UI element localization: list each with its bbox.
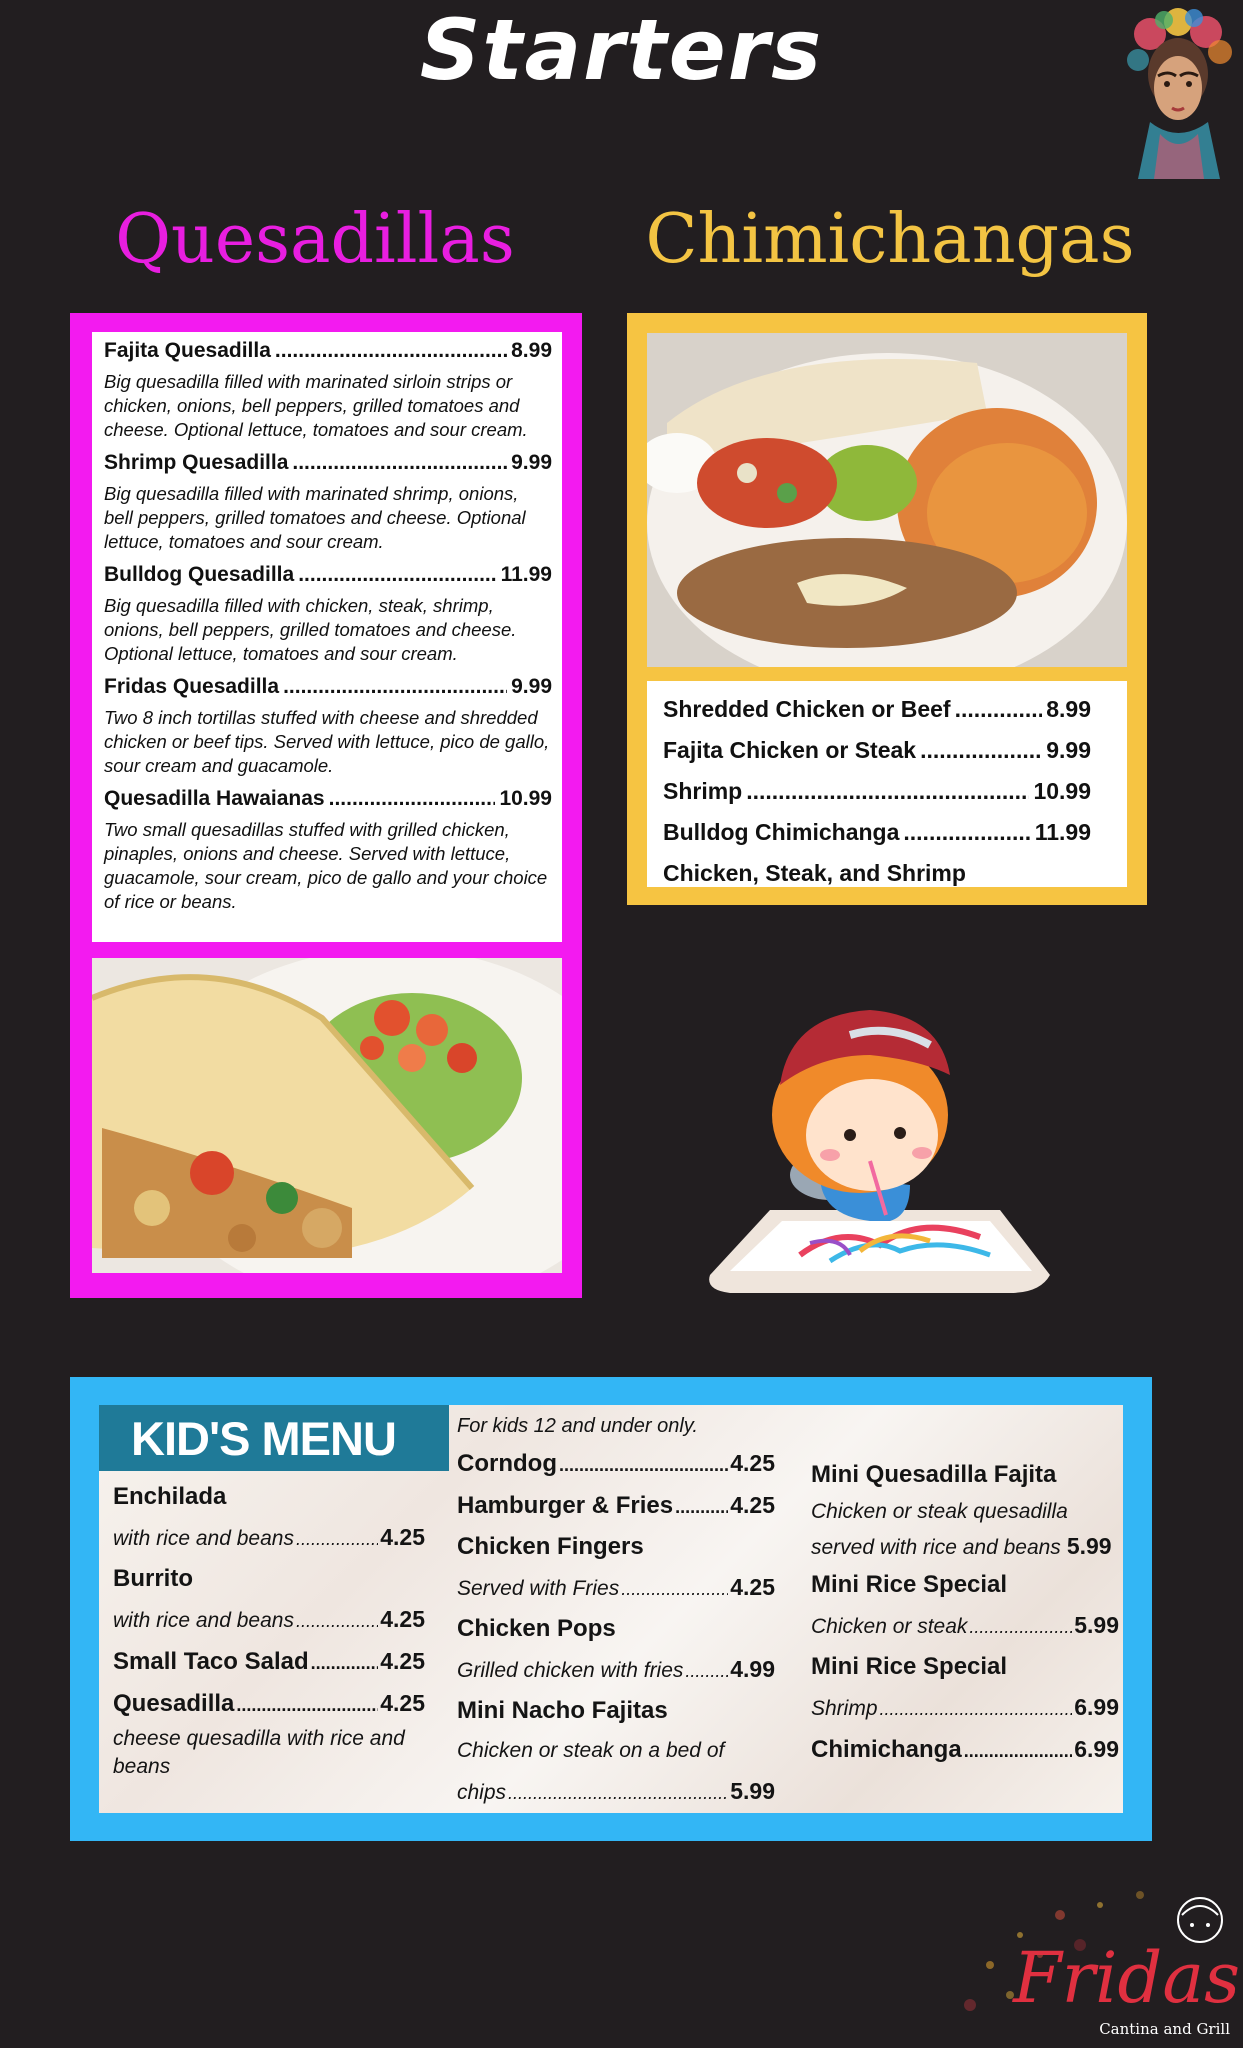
list-item bbox=[663, 730, 1091, 771]
item-description: Two 8 inch tortillas stuffed with cheese and shredded chicken or beef tips. Served with lettuce, pico de gallo, sour cream and guacamole. bbox=[104, 707, 550, 776]
kids-menu-column-2 bbox=[457, 1409, 775, 1813]
logo-name: Fridas bbox=[1013, 1937, 1240, 2019]
item-name: Corndog bbox=[457, 1450, 557, 1477]
item-name: Mini Quesadilla Fajita bbox=[811, 1461, 1057, 1488]
item-name: Chimichanga bbox=[811, 1736, 962, 1763]
item-description: Served with Fries bbox=[457, 1577, 620, 1600]
list-item bbox=[663, 812, 1091, 853]
item-name: Fajita Chicken or Steak bbox=[663, 737, 917, 763]
list-item bbox=[113, 1641, 425, 1683]
item-name: Mini Rice Special bbox=[811, 1653, 1008, 1680]
quesadillas-list bbox=[92, 332, 562, 942]
item-price: 8.99 bbox=[511, 339, 552, 362]
list-item bbox=[104, 450, 552, 554]
item-name: Hamburger & Fries bbox=[457, 1492, 674, 1519]
kid-painting-icon bbox=[690, 975, 1060, 1305]
list-item bbox=[113, 1599, 425, 1641]
quesadilla-photo bbox=[92, 958, 562, 1273]
item-price: 6.99 bbox=[1074, 1736, 1119, 1762]
item-description: Grilled chicken with fries bbox=[457, 1659, 684, 1682]
kids-menu-note: For kids 12 and under only. bbox=[457, 1415, 698, 1437]
item-price: 10.99 bbox=[499, 787, 552, 810]
frida-portrait-icon bbox=[1120, 4, 1238, 184]
logo-subtitle: Cantina and Grill bbox=[1099, 2020, 1230, 2038]
item-name: Fajita Quesadilla bbox=[104, 339, 271, 362]
item-description: Big quesadilla filled with marinated shrimp, onions, bell peppers, grilled tomatoes and cheese. Optional lettuce, tomatoes and sour cream. bbox=[104, 483, 526, 552]
item-name: Burrito bbox=[113, 1565, 193, 1592]
item-price: 9.99 bbox=[511, 451, 552, 474]
item-description: cheese quesadilla with rice and beans bbox=[113, 1727, 405, 1778]
item-name: Chicken Pops bbox=[457, 1615, 616, 1642]
item-description: Big quesadilla filled with chicken, steak, shrimp, onions, bell peppers, grilled tomatoes and cheese. Optional lettuce, tomatoes and sour cream. bbox=[104, 595, 517, 664]
item-price: 4.25 bbox=[730, 1492, 775, 1518]
kids-menu-column-3 bbox=[811, 1455, 1119, 1771]
list-item bbox=[104, 338, 552, 442]
item-price: 6.99 bbox=[1074, 1694, 1119, 1720]
item-description: Chicken or steak bbox=[811, 1615, 968, 1638]
list-item bbox=[104, 786, 552, 914]
item-price: 10.99 bbox=[1033, 778, 1091, 804]
item-price: 11.99 bbox=[500, 563, 552, 586]
item-price: 4.25 bbox=[380, 1606, 425, 1632]
item-name: Small Taco Salad bbox=[113, 1648, 309, 1675]
item-price: 4.25 bbox=[380, 1524, 425, 1550]
quesadillas-heading: Quesadillas bbox=[115, 200, 515, 279]
list-item bbox=[811, 1687, 1119, 1729]
chimichanga-photo bbox=[647, 333, 1127, 667]
item-description: chips bbox=[457, 1781, 507, 1804]
item-price: 5.99 bbox=[730, 1778, 775, 1804]
item-price: 4.25 bbox=[730, 1574, 775, 1600]
item-price: 9.99 bbox=[1046, 737, 1091, 763]
item-name: Mini Rice Special bbox=[811, 1571, 1008, 1598]
item-description: with rice and beans bbox=[113, 1527, 294, 1550]
list-item bbox=[457, 1567, 775, 1609]
item-name: Fridas Quesadilla bbox=[104, 675, 280, 698]
item-description: with rice and beans bbox=[113, 1609, 294, 1632]
item-name: Enchilada bbox=[113, 1483, 227, 1510]
list-item bbox=[663, 689, 1091, 730]
list-item bbox=[457, 1649, 775, 1691]
chimichangas-heading: Chimichangas bbox=[645, 200, 1135, 279]
item-description: Shrimp bbox=[811, 1697, 878, 1720]
chimichangas-list bbox=[647, 681, 1127, 887]
item-price: 8.99 bbox=[1046, 696, 1091, 722]
list-item bbox=[811, 1729, 1119, 1771]
item-price: 5.99 bbox=[1066, 1533, 1112, 1559]
item-description: Two small quesadillas stuffed with grilled chicken, pinaples, onions and cheese. Served with lettuce, guacamole, sour cream, pico de gallo and your choice of rice or beans. bbox=[104, 819, 548, 912]
item-price: 4.25 bbox=[380, 1648, 425, 1674]
item-name: Shredded Chicken or Beef bbox=[663, 696, 951, 722]
list-item bbox=[663, 853, 1091, 894]
item-description: Chicken or steak quesadilla bbox=[811, 1500, 1068, 1523]
kids-menu-board bbox=[99, 1405, 1123, 1813]
item-price: 4.25 bbox=[730, 1450, 775, 1476]
item-name: Bulldog Chimichanga bbox=[663, 819, 900, 845]
list-item bbox=[113, 1683, 425, 1725]
kids-menu-column-1 bbox=[113, 1477, 425, 1781]
list-item bbox=[457, 1771, 775, 1813]
item-description: Big quesadilla filled with marinated sirloin strips or chicken, onions, bell peppers, grilled tomatoes and cheese. Optional lettuce, tomatoes and sour cream. bbox=[104, 371, 528, 440]
list-item bbox=[113, 1517, 425, 1559]
item-name: Mini Nacho Fajitas bbox=[457, 1697, 668, 1724]
list-item bbox=[811, 1605, 1119, 1647]
list-item bbox=[663, 771, 1091, 812]
item-name: Bulldog Quesadilla bbox=[104, 563, 295, 586]
item-name: Shrimp bbox=[663, 778, 743, 804]
item-price: 5.99 bbox=[1074, 1612, 1119, 1638]
item-price: 11.99 bbox=[1034, 819, 1091, 845]
list-item bbox=[811, 1529, 1119, 1565]
item-name: Quesadilla Hawaianas bbox=[104, 787, 325, 810]
item-name: Quesadilla bbox=[113, 1690, 235, 1717]
item-name: Shrimp Quesadilla bbox=[104, 451, 289, 474]
item-description: Chicken or steak on a bed of bbox=[457, 1739, 725, 1762]
kids-menu-title: KID'S MENU bbox=[131, 1412, 396, 1465]
item-description: served with rice and beans bbox=[811, 1536, 1061, 1559]
list-item bbox=[104, 562, 552, 666]
item-price: 4.99 bbox=[730, 1656, 775, 1682]
item-name: Chicken, Steak, and Shrimp bbox=[663, 860, 966, 886]
item-price: 4.25 bbox=[380, 1690, 425, 1716]
list-item bbox=[457, 1485, 775, 1527]
list-item bbox=[104, 674, 552, 778]
item-price: 9.99 bbox=[511, 675, 552, 698]
item-name: Chicken Fingers bbox=[457, 1533, 644, 1560]
list-item bbox=[457, 1443, 775, 1485]
page-title: Starters bbox=[419, 1, 824, 99]
